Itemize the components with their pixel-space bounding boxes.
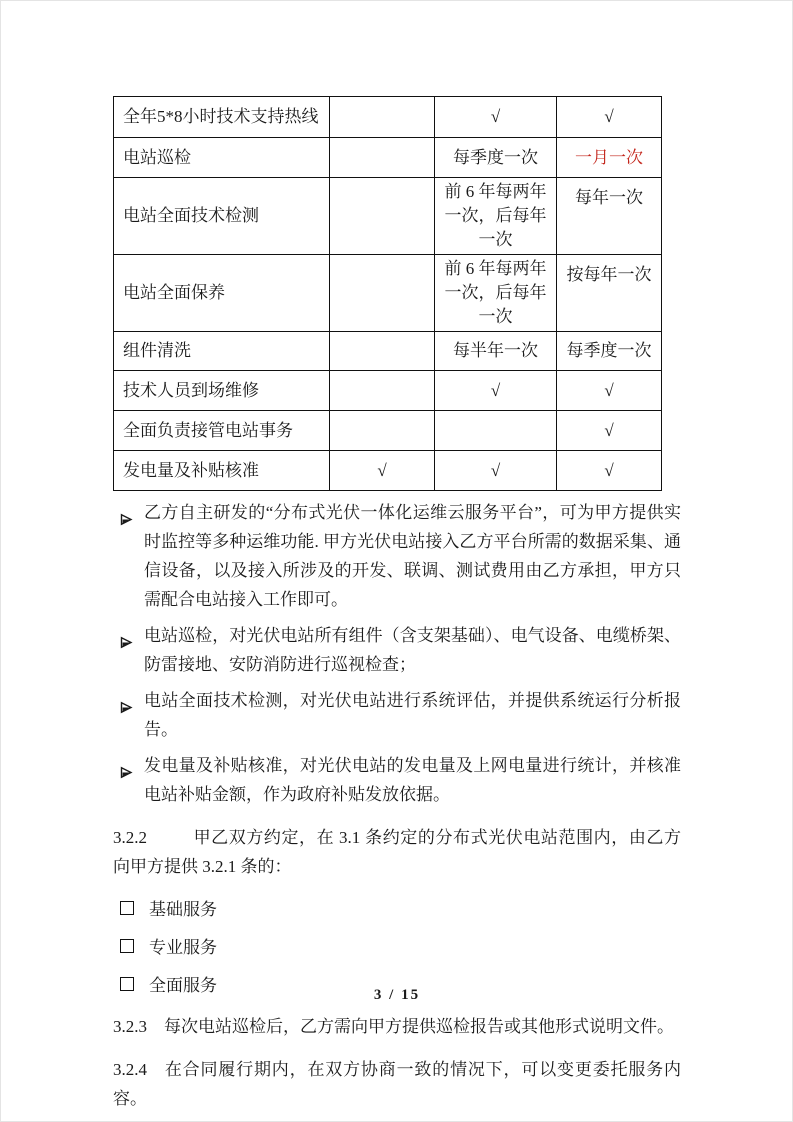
tier2-cell: √	[435, 97, 557, 138]
bullet-item	[113, 498, 681, 614]
tier3-cell: √	[557, 451, 662, 491]
bullet-text: 电站巡检，对光伏电站所有组件（含支架基础）、电气设备、电缆桥架、防雷接地、安防消防进行巡视检查；	[144, 626, 681, 674]
tier1-cell	[330, 178, 435, 255]
clause-3-2-4	[113, 1055, 681, 1113]
table-row	[114, 97, 662, 138]
tier3-cell: 每年一次	[557, 178, 662, 255]
service-name-cell: 发电量及补贴核准	[114, 451, 330, 491]
page-content	[113, 96, 681, 1122]
tier1-cell	[330, 138, 435, 178]
arrow-bullet-icon	[113, 498, 144, 614]
service-name-cell: 全面负责接管电站事务	[114, 411, 330, 451]
tier1-cell	[330, 371, 435, 411]
clause-3-2-3	[113, 1012, 681, 1041]
service-name-cell: 技术人员到场维修	[114, 371, 330, 411]
arrow-bullet-icon	[113, 751, 144, 809]
tier3-cell: 每季度一次	[557, 332, 662, 371]
tier3-cell-highlighted: 一月一次	[557, 138, 662, 178]
tier2-cell: 前 6 年每两年一次，后每年一次	[435, 178, 557, 255]
tier1-cell	[330, 332, 435, 371]
clause-number: 3.2.2	[113, 828, 147, 847]
checkbox-icon	[120, 901, 134, 915]
service-name-cell: 电站全面保养	[114, 255, 330, 332]
bullet-text: 电站全面技术检测，对光伏电站进行系统评估，并提供系统运行分析报告。	[144, 691, 681, 739]
service-name-cell: 电站全面技术检测	[114, 178, 330, 255]
tier3-cell: 按每年一次	[557, 255, 662, 332]
table-row	[114, 411, 662, 451]
clause-text: 甲乙双方约定，在 3.1 条约定的分布式光伏电站范围内，由乙方向甲方提供 3.2.1 条的：	[113, 828, 681, 876]
checkbox-icon	[120, 939, 134, 953]
service-name-cell: 电站巡检	[114, 138, 330, 178]
checkbox-label: 全面服务	[149, 976, 217, 995]
bullet-list	[113, 498, 681, 809]
tier1-cell	[330, 255, 435, 332]
table-row	[114, 178, 662, 255]
bullet-item	[113, 686, 681, 744]
table-row	[114, 332, 662, 371]
checkbox-option-basic	[113, 893, 681, 922]
tier2-cell: 每季度一次	[435, 138, 557, 178]
tier2-cell	[435, 411, 557, 451]
table-row	[114, 371, 662, 411]
service-name-cell: 全年5*8小时技术支持热线	[114, 97, 330, 138]
arrow-bullet-icon	[113, 621, 144, 679]
clause-text: 在合同履行期内，在双方协商一致的情况下，可以变更委托服务内容。	[113, 1060, 681, 1108]
tier2-cell: √	[435, 451, 557, 491]
table-row	[114, 138, 662, 178]
tier2-cell: √	[435, 371, 557, 411]
clause-number: 3.2.3	[113, 1017, 147, 1036]
clause-number: 3.2.4	[113, 1060, 147, 1079]
bullet-text: 发电量及补贴核准，对光伏电站的发电量及上网电量进行统计，并核准电站补贴金额，作为政府补贴发放依据。	[144, 756, 681, 804]
checkbox-option-professional	[113, 931, 681, 960]
clause-text: 每次电站巡检后，乙方需向甲方提供巡检报告或其他形式说明文件。	[164, 1017, 674, 1036]
tier2-cell: 每半年一次	[435, 332, 557, 371]
bullet-item	[113, 621, 681, 679]
bullet-item	[113, 751, 681, 809]
tier2-cell: 前 6 年每两年一次，后每年一次	[435, 255, 557, 332]
clause-3-2-2	[113, 823, 681, 881]
tier1-cell	[330, 411, 435, 451]
tier1-cell	[330, 97, 435, 138]
table-row	[114, 255, 662, 332]
service-table	[113, 96, 662, 491]
bullet-text: 乙方自主研发的“分布式光伏一体化运维云服务平台”，可为甲方提供实时监控等多种运维功能. 甲方光伏电站接入乙方平台所需的数据采集、通信设备，以及接入所涉及的开发、联调、测试费用由乙方承担，甲方只需配合电站接入工作即可。	[144, 503, 681, 609]
table-row	[114, 451, 662, 491]
checkbox-label: 专业服务	[149, 938, 217, 957]
tier3-cell: √	[557, 97, 662, 138]
arrow-bullet-icon	[113, 686, 144, 744]
tier3-cell: √	[557, 411, 662, 451]
checkbox-label: 基础服务	[149, 900, 217, 919]
page-number: 3 / 15	[373, 987, 421, 1003]
service-name-cell: 组件清洗	[114, 332, 330, 371]
tier3-cell: √	[557, 371, 662, 411]
tier1-cell: √	[330, 451, 435, 491]
service-options-list	[113, 893, 681, 998]
